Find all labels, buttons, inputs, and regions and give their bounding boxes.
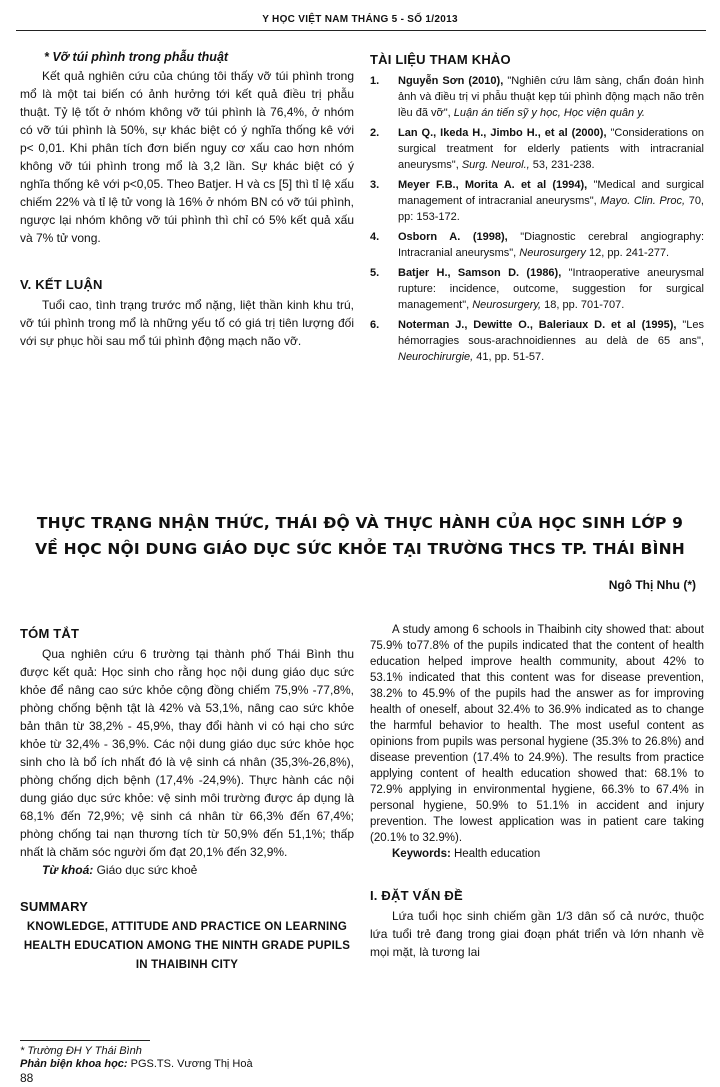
header-rule	[16, 30, 706, 31]
reference-source: Surg. Neurol.,	[461, 159, 530, 171]
reference-tail: 41, pp. 51-57.	[473, 351, 545, 363]
reference-tail: 12, pp. 241-277.	[585, 247, 670, 259]
subsection-text: Kết quả nghiên cứu của chúng tôi thấy vỡ túi phình trong mổ là một tai biến có ảnh hưởng tới kết quả điều trị phẫu thuật. Tỷ lệ tốt ở nhóm không vỡ túi phình là 76,4%, ở nhóm có vỡ túi phình là 50%, sự khác biệt có ý nghĩa thống kê với p< 0,01. Khi phân tích đơn biến nguy cơ xấu cao hơn nhóm không vỡ túi phình trong mổ là 3,2 lần. Sự khác biệt có ý nghĩa thống kê với p<0,05. Theo Batjer. H và cs [5] thì tỉ lệ xấu chiếm 22% và tỉ lệ tử vong là 16% ở nhóm BN có vỡ túi phình, ngược lại nhóm không vỡ túi phình thì chỉ có 5% kết quả xấu và 7% tử vong.	[20, 69, 354, 245]
reference-body	[398, 177, 704, 225]
article-title	[30, 510, 690, 562]
reference-title: "Considerations on surgical treatment for elderly patients with intracranial aneurysms",	[398, 127, 704, 171]
reference-number: 3.	[370, 179, 380, 191]
reference-list	[370, 73, 704, 365]
reference-body	[398, 229, 704, 261]
keywords-label: Từ khoá:	[42, 863, 94, 877]
reference-source: Neurosurgery,	[472, 299, 542, 311]
reference-body	[398, 73, 704, 121]
references-heading: TÀI LIỆU THAM KHẢO	[370, 52, 511, 67]
reference-item	[370, 73, 704, 121]
prev-article-left-column	[20, 50, 354, 350]
reference-title: "Les hémorragies sous-arachnoidiennes au delà de 65 ans",	[398, 319, 704, 347]
introduction-text: Lứa tuổi học sinh chiếm gần 1/3 dân số cả nước, thuộc lứa tuổi trẻ đang trong giai đoạn phát triển và lớn nhanh về mọi mặt, là tương lai	[370, 909, 704, 959]
reference-title: "Nghiên cứu lâm sàng, chẩn đoán hình ảnh và điều trị vi phẫu thuật kẹp túi phình động mạch não trên lều đã vỡ",	[398, 75, 704, 119]
article-left-column	[20, 626, 354, 975]
reference-number: 2.	[370, 127, 380, 139]
reference-source: Neurosurgery	[519, 247, 586, 259]
reference-number: 5.	[370, 267, 380, 279]
reference-item	[370, 125, 704, 173]
summary-title: KNOWLEDGE, ATTITUDE AND PRACTICE ON LEARNING HEALTH EDUCATION AMONG THE NINTH GRADE PUPILS IN THAIBINH CITY	[23, 921, 351, 971]
summary-keywords-line	[370, 846, 704, 862]
article-title-line-2: VỀ HỌC NỘI DUNG GIÁO DỤC SỨC KHỎE TẠI TRƯỜNG THCS TP. THÁI BÌNH	[35, 540, 685, 558]
subsection-title: * Vỡ túi phình trong phẫu thuật	[44, 50, 229, 64]
reference-title: "Diagnostic cerebral angiography: Intracranial aneurysms",	[398, 231, 705, 259]
reference-authors: Batjer H., Samson D. (1986),	[398, 267, 562, 279]
reference-body	[398, 125, 704, 173]
abstract-heading: TÓM TẮT	[20, 626, 80, 641]
reviewer-label: Phản biện khoa học:	[20, 1058, 128, 1070]
author-name: Ngô Thị Nhu (*)	[608, 578, 696, 592]
reviewer-line	[20, 1058, 360, 1071]
reference-source: Luận án tiến sỹ y học, Học viện quân y.	[453, 107, 645, 119]
reference-authors: Meyer F.B., Morita A. et al (1994),	[398, 179, 588, 191]
reference-source: Neurochirurgie,	[398, 351, 474, 363]
summary-text: A study among 6 schools in Thaibinh city showed that: about 75.9% to77.8% of the pupils indicated that the content of health education helped improve health community, about 42% to 53.1% indicated that this content was for disease prevention, 38.2% to 45.9% of the pupils had the answer as for improving health of oneself, about 32.4% to 36.9% indicated as to change the harmful behavior to health. The most useful content as opinions from pupils was personal hygiene (35.3% to 26.8%) and disease prevention (17.4% to 24.9%). The results from practice applying content of health education showed that: 68.1% to 72.9% applying in environmental hygiene, 66.3% to 67.4% in personal hygiene, 50.9% to 51.1% in accident and injury prevention. The lowest application was in patient care taking (20.1% to 32.9%).	[370, 624, 704, 844]
reference-item	[370, 317, 704, 365]
keywords-value: Giáo dục sức khoẻ	[93, 863, 198, 877]
summary-heading: SUMMARY	[20, 899, 89, 914]
reference-authors: Nguyễn Sơn (2010),	[398, 75, 504, 87]
conclusion-heading: V. KẾT LUẬN	[20, 277, 103, 292]
footnotes	[20, 1045, 360, 1071]
introduction-heading: I. ĐẶT VẤN ĐỀ	[370, 888, 463, 903]
conclusion-text: Tuổi cao, tình trạng trước mổ nặng, liệt thần kinh khu trú, vỡ túi phình trong mổ là những yếu tố có giá trị tiên lượng đối với sự phục hồi sau mổ túi phình động mạch não vỡ.	[20, 298, 354, 348]
article-right-column	[370, 622, 704, 961]
reference-authors: Osborn A. (1998),	[398, 231, 508, 243]
reference-number: 4.	[370, 231, 380, 243]
page-number: 88	[20, 1071, 34, 1085]
reference-tail: 53, 231-238.	[529, 159, 595, 171]
author-affiliation: * Trường ĐH Y Thái Bình	[20, 1045, 142, 1057]
references-section	[370, 52, 704, 369]
reference-number: 6.	[370, 319, 380, 331]
reference-title: "Medical and surgical management of intracranial aneurysms",	[398, 179, 704, 207]
reference-tail: 70, pp: 153-172.	[398, 195, 704, 223]
summary-keywords-value: Health education	[450, 848, 541, 860]
reference-item	[370, 229, 704, 261]
keywords-line	[20, 861, 354, 879]
reference-tail: 18, pp. 701-707.	[541, 299, 625, 311]
reference-body	[398, 317, 704, 365]
reference-number: 1.	[370, 75, 380, 87]
reference-item	[370, 177, 704, 225]
reference-item	[370, 265, 704, 313]
article-title-line-1: THỰC TRẠNG NHẬN THỨC, THÁI ĐỘ VÀ THỰC HÀNH CỦA HỌC SINH LỚP 9	[36, 514, 684, 532]
running-header: Y HỌC VIỆT NAM THÁNG 5 - SỐ 1/2013	[262, 14, 458, 25]
reference-authors: Noterman J., Dewitte O., Baleriaux D. et al (1995),	[398, 319, 677, 331]
footnote-rule	[20, 1040, 150, 1041]
reference-body	[398, 265, 704, 313]
reference-source: Mayo. Clin. Proc,	[600, 195, 686, 207]
abstract-text: Qua nghiên cứu 6 trường tại thành phố Thái Bình thu được kết quả: Học sinh cho rằng học nội dung giáo dục sức khỏe để nâng cao sức khỏe cộng đồng chiếm 75,9% -77,8%, phòng chống bệnh tật là 42% và 53,1%, nâng cao sức khỏe bản thân từ 38,2% - 45,9%, thay đổi hành vi có hại cho sức khỏe từ 32,4% - 36,9%. Các nội dung giáo dục sức khỏe học sinh cho là bổ ích nhất đó là vệ sinh cá nhân (35,3%-26,8%), phòng chống dịch bệnh (17,4% -24,9%). Thực hành các nội dung giáo dục sức khỏe: vệ sinh môi trường được áp dụng là 68,1% đến 72,9%; vệ sinh cá nhân từ 66,3% đến 67,4%; phòng chống tai nạn thương tích từ 50,9% đến 51,1%; thấp nhất là chăm sóc người ốm đạt 20,1% đến 32,9%.	[20, 647, 354, 859]
reference-title: "Intraoperative aneurysmal rupture: incidence, outcome, suggestion for surgical management",	[398, 267, 705, 311]
summary-keywords-label: Keywords:	[392, 848, 451, 860]
reference-authors: Lan Q., Ikeda H., Jimbo H., et al (2000),	[398, 127, 607, 139]
reviewer-name: PGS.TS. Vương Thị Hoà	[127, 1058, 253, 1070]
